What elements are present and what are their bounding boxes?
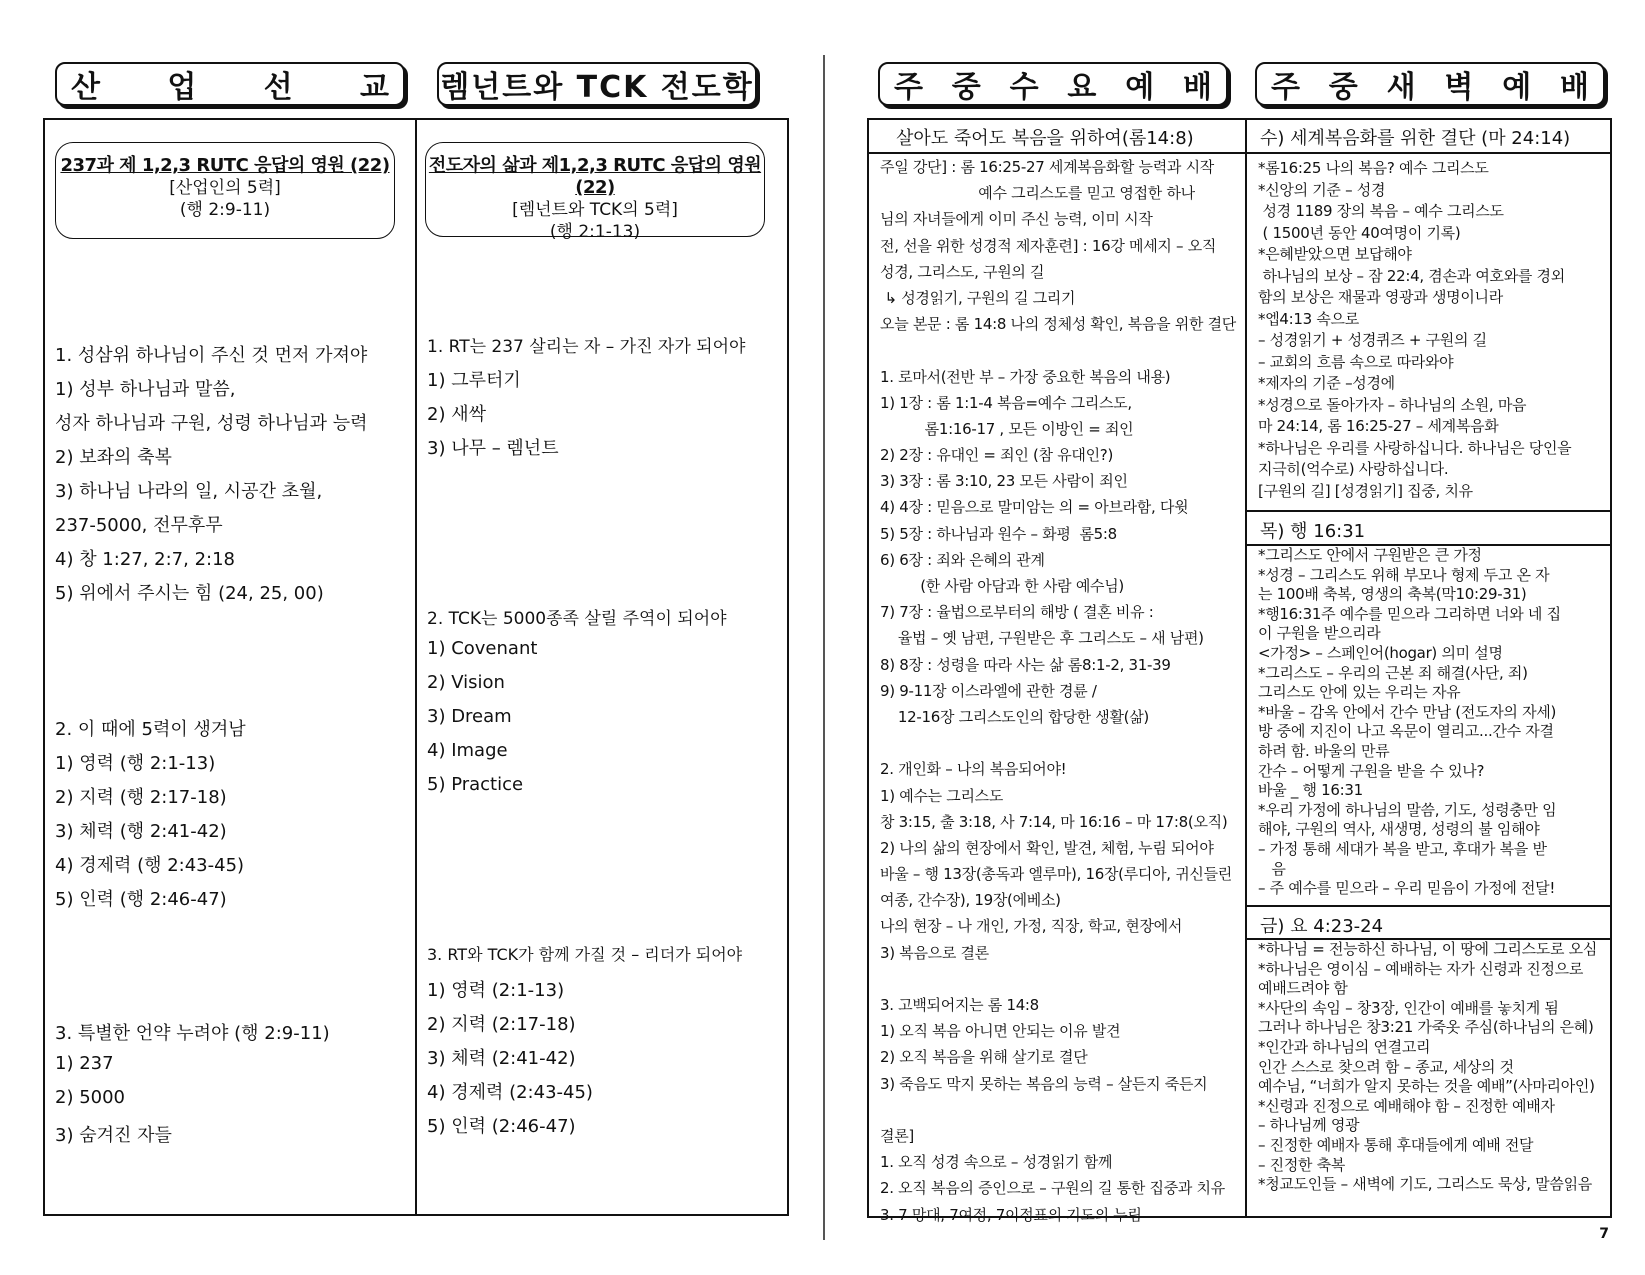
outline-line: 1) 영력 (행 2:1-13)	[55, 753, 216, 774]
text-line: 전, 선을 위한 성경적 제자훈련] : 16강 메세지 – 오직	[880, 236, 1217, 255]
header-char: 수	[1009, 70, 1039, 105]
text-line: *성경 – 그리스도 위해 부모나 형제 두고 온 자	[1258, 565, 1550, 584]
text-line: 2) 나의 삶의 현장에서 확인, 발견, 체험, 누림 되어야	[880, 838, 1214, 857]
outline-line: 3. 특별한 언약 누려야 (행 2:9-11)	[55, 1023, 330, 1044]
text-line: 6) 6장 : 죄와 은혜의 관계	[880, 550, 1045, 569]
outline-line: 2) 5000	[55, 1087, 126, 1108]
text-line: 성경, 그리스도, 구원의 길	[880, 262, 1045, 281]
text-line: *청교도인들 – 새벽에 기도, 그리스도 묵상, 말씀읽음	[1258, 1175, 1592, 1194]
outline-line: 2) 새싹	[427, 404, 486, 425]
header-char: 배	[1559, 70, 1589, 105]
text-line: *하나님은 우리를 사랑하십니다. 하나님은 당인을	[1258, 438, 1572, 457]
text-line: *롬16:25 나의 복음? 예수 그리스도	[1258, 159, 1489, 177]
text-line: – 교회의 흐름 속으로 따라와야	[1258, 352, 1454, 371]
text-line: 간수 – 어떻게 구원을 받을 수 있나?	[1258, 761, 1485, 780]
text-line: 방 중에 지진이 나고 옥문이 열리고...간수 자결	[1258, 722, 1554, 741]
header-char: 교	[359, 70, 389, 105]
text-line: 그리스도 안에 있는 우리는 자유	[1258, 683, 1461, 702]
outline-line: 4) 경제력 (2:43-45)	[427, 1082, 593, 1103]
outline-line: 3) Dream	[427, 706, 512, 727]
text-line: *우리 가정에 하나님의 말씀, 기도, 성령충만 임	[1258, 800, 1557, 819]
outline-line: 5) 위에서 주시는 힘 (24, 25, 00)	[55, 583, 324, 604]
text-line: 바울 _ 행 16:31	[1258, 781, 1363, 800]
sermon-subtitle: [산업인의 5력]	[169, 178, 281, 198]
sermon-subtitle: [렘넌트와 TCK의 5력]	[512, 200, 678, 220]
header-char: 요	[1067, 70, 1097, 105]
text-line: 2. 오직 복음의 증인으로 – 구원의 길 통한 집중과 치유	[880, 1179, 1225, 1198]
outline-line: 2) 지력 (행 2:17-18)	[55, 787, 227, 808]
outline-line: 4) 경제력 (행 2:43-45)	[55, 855, 245, 876]
text-line	[880, 730, 1240, 756]
text-line: 4) 4장 : 믿음으로 말미암는 의 = 아브라함, 다윗	[880, 498, 1189, 517]
outline-line: 2) 보좌의 축복	[55, 447, 172, 468]
header-char: 주	[1271, 70, 1300, 105]
text-line: *제자의 기준 –성경에	[1258, 374, 1395, 392]
outline-line: 2) Vision	[427, 672, 505, 693]
text-line: *그리스도 – 우리의 근본 죄 해결(사단, 죄)	[1258, 663, 1528, 682]
text-line: *은혜받았으면 보답해야	[1258, 245, 1412, 263]
text-line: 오늘 본문 : 롬 14:8 나의 정체성 확인, 복음을 위한 결단	[880, 315, 1236, 334]
text-line: 하려 함. 바울의 만류	[1258, 741, 1390, 760]
text-line: 나의 현장 – 나 개인, 가정, 직장, 학교, 현장에서	[880, 917, 1183, 936]
text-line: 8) 8장 : 성령을 따라 사는 삶 롬8:1-2, 31-39	[880, 655, 1171, 674]
text-line: 1) 오직 복음 아니면 안되는 이유 발견	[880, 1022, 1121, 1041]
header-char: 예	[1502, 70, 1532, 105]
outline-line: 3) 체력 (행 2:41-42)	[55, 821, 227, 842]
outline-line: 1) 영력 (2:1-13)	[427, 980, 565, 1001]
text-line: 음	[1258, 859, 1286, 878]
text-line	[880, 966, 1240, 992]
dawn-fri-title: 금) 요 4:23-24	[1260, 916, 1384, 937]
outline-line: 1) 그루터기	[427, 370, 521, 391]
text-line: 율법 – 옛 남편, 구원받은 후 그리스도 – 새 남편)	[880, 629, 1204, 648]
text-line: – 진정한 예배자 통해 후대들에게 예배 전달	[1258, 1135, 1534, 1154]
text-line: 12-16장 그리스도인의 합당한 생활(삶)	[880, 707, 1149, 726]
outline-line: 1. 성삼위 하나님이 주신 것 먼저 가져야	[55, 345, 368, 366]
text-line: 7) 7장 : 율법으로부터의 해방 ( 결혼 비유 :	[880, 603, 1154, 622]
text-line: – 하나님께 영광	[1258, 1116, 1360, 1135]
text-line: 3. 7 망대, 7여정, 7이정표의 기도의 누림	[880, 1205, 1142, 1224]
header-char: 배	[1182, 70, 1212, 105]
text-line: – 가정 통해 세대가 복을 받고, 후대가 복을 받	[1258, 839, 1547, 858]
text-line: 성경 1189 장의 복음 – 예수 그리스도	[1258, 202, 1504, 220]
text-line: *하나님 = 전능하신 하나님, 이 땅에 그리스도로 오심	[1258, 940, 1598, 958]
page-divider	[823, 55, 825, 1240]
outline-line: 2. 이 때에 5력이 생겨남	[55, 719, 246, 740]
text-line: 하나님의 보상 – 잠 22:4, 겸손과 여호와를 경외	[1258, 266, 1565, 285]
header-char: 업	[167, 70, 197, 105]
text-line: *그리스도 안에서 구원받은 큰 가정	[1258, 546, 1482, 564]
text-line: 1. 로마서(전반 부 – 가장 중요한 복음의 내용)	[880, 367, 1171, 386]
text-line	[880, 1097, 1240, 1123]
text-line: *인간과 하나님의 연결고리	[1258, 1037, 1431, 1056]
text-line: *사단의 속임 – 창3장, 인간이 예배를 놓치게 됨	[1258, 998, 1559, 1017]
text-line: 여종, 간수장), 19장(에베소)	[880, 891, 1061, 910]
text-line: 인간 스스로 찾으려 함 – 종교, 세상의 것	[1258, 1057, 1514, 1076]
text-line: 주일 강단] : 롬 16:25-27 세계복음화할 능력과 시작	[880, 158, 1214, 176]
text-line: 예수 그리스도를 믿고 영접한 하나	[880, 184, 1195, 203]
header-char: 중	[951, 70, 981, 105]
outline-line: 1) Covenant	[427, 638, 538, 659]
outline-line: 3) 하나님 나라의 일, 시공간 초월,	[55, 481, 323, 502]
dawn-wed-title: 수) 세계복음화를 위한 결단 (마 24:14)	[1260, 128, 1571, 149]
text-line: 지극히(억수로) 사랑하십니다.	[1258, 460, 1449, 478]
outline-line: 3) 숨겨진 자들	[55, 1125, 172, 1146]
s3-top-rule	[1245, 905, 1612, 907]
outline-line: 3. RT와 TCK가 함께 가질 것 – 리더가 되어야	[427, 945, 743, 964]
text-line: – 주 예수를 믿으라 – 우리 믿음이 가정에 전달!	[1258, 879, 1556, 898]
text-line: ( 1500년 동안 40여명이 기록)	[1258, 223, 1461, 242]
text-line: *행16:31주 예수를 믿으라 그리하면 너와 네 집	[1258, 604, 1561, 623]
text-line: 9) 9-11장 이스라엘에 관한 경륜 /	[880, 681, 1097, 700]
text-line: 는 100배 축복, 영생의 축복(막10:29-31)	[1258, 585, 1527, 604]
dawn-thu-title: 목) 행 16:31	[1260, 521, 1366, 542]
text-line: 3) 3장 : 롬 3:10, 23 모든 사람이 죄인	[880, 472, 1128, 491]
text-line: 해야, 구원의 역사, 새생명, 성령의 불 임해야	[1258, 820, 1540, 839]
outline-line: 3) 체력 (2:41-42)	[427, 1048, 576, 1069]
text-line: 2) 오직 복음을 위해 살기로 결단	[880, 1048, 1088, 1067]
text-line: 결론]	[880, 1126, 914, 1145]
text-line: 1. 오직 성경 속으로 – 성경읽기 함께	[880, 1153, 1113, 1172]
text-line: 1) 1장 : 롬 1:1-4 복음=예수 그리스도,	[880, 393, 1132, 412]
text-line: <가정> – 스페인어(hogar) 의미 설명	[1258, 643, 1503, 662]
wed-sermon-title: 살아도 죽어도 복음을 위하여(롬14:8)	[896, 128, 1194, 149]
outline-line: 5) Practice	[427, 774, 524, 795]
text-line: 마 24:14, 롬 16:25-27 – 세계복음화	[1258, 417, 1499, 435]
text-line: (한 사람 아담과 한 사람 예수님)	[880, 577, 1124, 595]
text-line: [구원의 길] [성경읽기] 집중, 치유	[1258, 481, 1473, 500]
sermon-title: 237과 제 1,2,3 RUTC 응답의 영원 (22)	[60, 155, 390, 176]
text-line: 이 구원을 받으리라	[1258, 624, 1381, 643]
outline-line: 1) 성부 하나님과 말씀,	[55, 379, 236, 400]
outline-line: 1) 237	[55, 1053, 114, 1074]
header-wednesday-service	[878, 62, 1228, 106]
text-line: 예배드려야 함	[1258, 979, 1348, 998]
text-line: *신령과 진정으로 예배해야 함 – 진정한 예배자	[1258, 1096, 1555, 1115]
wed-sermon-body	[880, 154, 1240, 1228]
outline-line: 2. TCK는 5000종족 살릴 주역이 되어야	[427, 609, 727, 629]
text-line: 님의 자녀들에게 이미 주신 능력, 이미 시작	[880, 210, 1153, 229]
header-text: 렘넌트와 TCK 전도학	[440, 70, 754, 105]
text-line: 예수님, “너희가 알지 못하는 것을 예배”(사마리아인)	[1258, 1077, 1595, 1096]
text-line: *하나님은 영이심 – 예배하는 자가 신령과 진정으로	[1258, 959, 1584, 978]
header-char: 새	[1386, 70, 1416, 105]
text-line: *엡4:13 속으로	[1258, 309, 1359, 328]
text-line: 3. 고백되어지는 롬 14:8	[880, 996, 1039, 1014]
text-line: 2) 2장 : 유대인 = 죄인 (참 유대인?)	[880, 446, 1114, 465]
dawn-fri-body	[1258, 940, 1608, 1195]
text-line: 창 3:15, 출 3:18, 사 7:14, 마 16:16 – 마 17:8(오직)	[880, 812, 1228, 831]
sermon-reference: (행 2:1-13)	[549, 222, 641, 242]
s2-top-rule	[1245, 510, 1612, 512]
right-column-divider	[1245, 118, 1247, 1218]
text-line: 1) 예수는 그리스도	[880, 786, 1004, 805]
header-remnant-tck	[437, 62, 757, 106]
outline-line: 4) Image	[427, 740, 508, 761]
outline-line: 성자 하나님과 구원, 성령 하나님과 능력	[55, 413, 368, 434]
header-industrial-mission	[55, 62, 405, 106]
sermon-reference: (행 2:9-11)	[179, 200, 271, 220]
text-line: 3) 복음으로 결론	[880, 943, 989, 962]
dawn-thu-body	[1258, 546, 1608, 899]
text-line: 2. 개인화 – 나의 복음되어야!	[880, 760, 1067, 779]
header-dawn-service	[1255, 62, 1605, 106]
text-line: 함의 보상은 재물과 영광과 생명이니라	[1258, 288, 1503, 306]
header-char: 벽	[1444, 70, 1474, 105]
header-char: 예	[1125, 70, 1155, 105]
outline-line: 5) 인력 (2:46-47)	[427, 1116, 576, 1137]
header-char: 산	[71, 70, 100, 105]
text-line: 바울 – 행 13장(총독과 엘루마), 16장(루디아, 귀신들린	[880, 865, 1232, 884]
outline-line: 1. RT는 237 살리는 자 – 가진 자가 되어야	[427, 337, 746, 357]
header-char: 주	[894, 70, 923, 105]
page-number: 7	[1599, 1226, 1609, 1242]
text-line: *신앙의 기준 – 성경	[1258, 180, 1386, 199]
text-line: *성경으로 돌아가자 – 하나님의 소원, 마음	[1258, 395, 1527, 414]
text-line: – 진정한 축복	[1258, 1155, 1346, 1174]
text-line: 5) 5장 : 하나님과 원수 – 화평 롬5:8	[880, 524, 1117, 543]
outline-line: 2) 지력 (2:17-18)	[427, 1014, 576, 1035]
dawn-wed-body	[1258, 158, 1608, 502]
sermon-title-box-industrial	[55, 142, 395, 239]
text-line: ↳ 성경읽기, 구원의 길 그리기	[880, 288, 1076, 307]
left-column-divider	[415, 118, 417, 1216]
outline-line: 237-5000, 전무후무	[55, 515, 223, 536]
text-line: 롬1:16-17 , 모든 이방인 = 죄인	[880, 419, 1134, 438]
header-char: 선	[263, 70, 293, 105]
text-line: – 성경읽기 + 성경퀴즈 + 구원의 길	[1258, 331, 1487, 349]
text-line: 3) 죽음도 막지 못하는 복음의 능력 – 살든지 죽든지	[880, 1074, 1208, 1093]
text-line	[880, 337, 1240, 363]
sermon-title-box-remnant	[425, 142, 765, 242]
header-char: 중	[1328, 70, 1358, 105]
outline-line: 5) 인력 (행 2:46-47)	[55, 889, 227, 910]
outline-line: 3) 나무 – 렘넌트	[427, 438, 559, 459]
text-line: 그러나 하나님은 창3:21 가죽옷 주심(하나님의 은혜)	[1258, 1018, 1594, 1037]
text-line: *바울 – 감옥 안에서 간수 만남 (전도자의 자세)	[1258, 702, 1557, 721]
s1-title-rule	[1245, 152, 1612, 154]
outline-line: 4) 창 1:27, 2:7, 2:18	[55, 549, 236, 570]
sermon-title: 전도자의 삶과 제1,2,3 RUTC 응답의 영원 (22)	[428, 155, 762, 198]
